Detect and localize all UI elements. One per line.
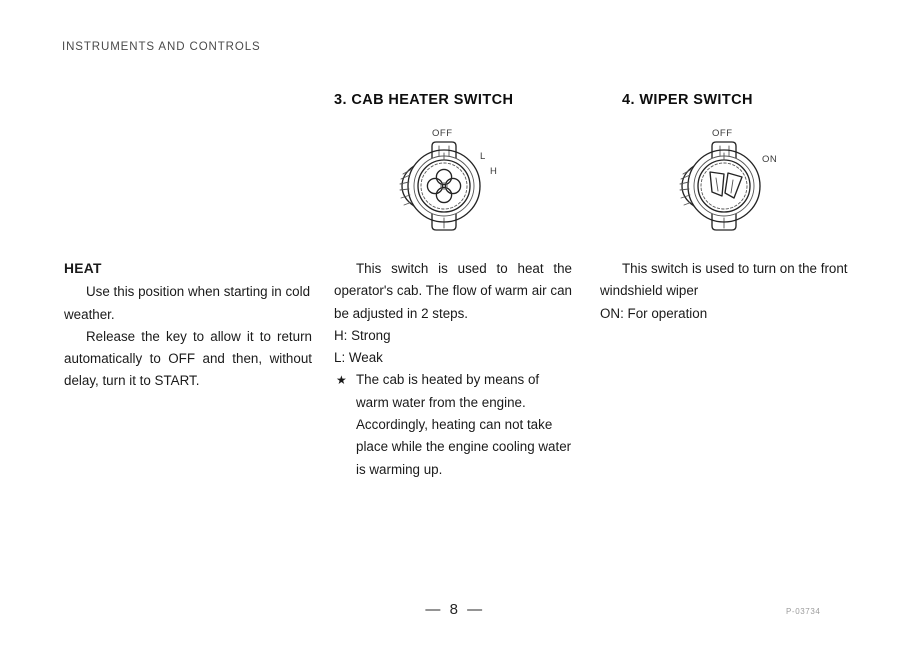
wiper-blade-icon xyxy=(710,172,742,198)
column-heat xyxy=(64,258,312,393)
heat-paragraph-1: Use this position when starting in cold weather. xyxy=(64,284,311,322)
wiper-intro-paragraph: This switch is used to turn on the front windshield wiper xyxy=(600,261,848,299)
wiper-setting-on: ON: For operation xyxy=(600,305,708,321)
figure-wiper-switch xyxy=(650,122,800,242)
note-bullet-icon: ★ xyxy=(336,373,347,388)
figure-code: P-03734 xyxy=(786,607,821,616)
wiper-label-off: OFF xyxy=(712,128,733,139)
heater-intro-paragraph: This switch is used to heat the operator's cab. The flow of warm air can be adjusted in 2 steps. xyxy=(334,261,572,321)
running-header: INSTRUMENTS AND CONTROLS xyxy=(62,41,261,53)
heat-paragraph-2: Release the key to allow it to return automatically to OFF and then, without delay, turn it to START. xyxy=(64,328,312,389)
heater-setting-high: H: Strong xyxy=(334,327,391,343)
heater-label-off: OFF xyxy=(432,128,453,139)
wiper-label-on: ON xyxy=(762,154,778,165)
fan-blower-icon xyxy=(427,169,460,202)
column-wiper-switch xyxy=(600,258,852,325)
section-heading-cab-heater-switch: 3. CAB HEATER SWITCH xyxy=(334,92,514,108)
page-number: — 8 — xyxy=(425,601,485,618)
section-heading-wiper-switch: 4. WIPER SWITCH xyxy=(622,92,753,108)
heater-note xyxy=(334,369,572,480)
heat-title: HEAT xyxy=(64,261,102,276)
heater-note-text: The cab is heated by means of warm water from the engine. Accordingly, heating can not take place while the engine cooling water is warming up. xyxy=(356,372,572,477)
figure-cab-heater-switch xyxy=(370,122,520,242)
heater-label-low: L xyxy=(480,151,486,162)
heater-label-high: H xyxy=(490,166,498,177)
heater-setting-low: L: Weak xyxy=(334,350,383,366)
column-cab-heater-switch xyxy=(334,258,572,481)
